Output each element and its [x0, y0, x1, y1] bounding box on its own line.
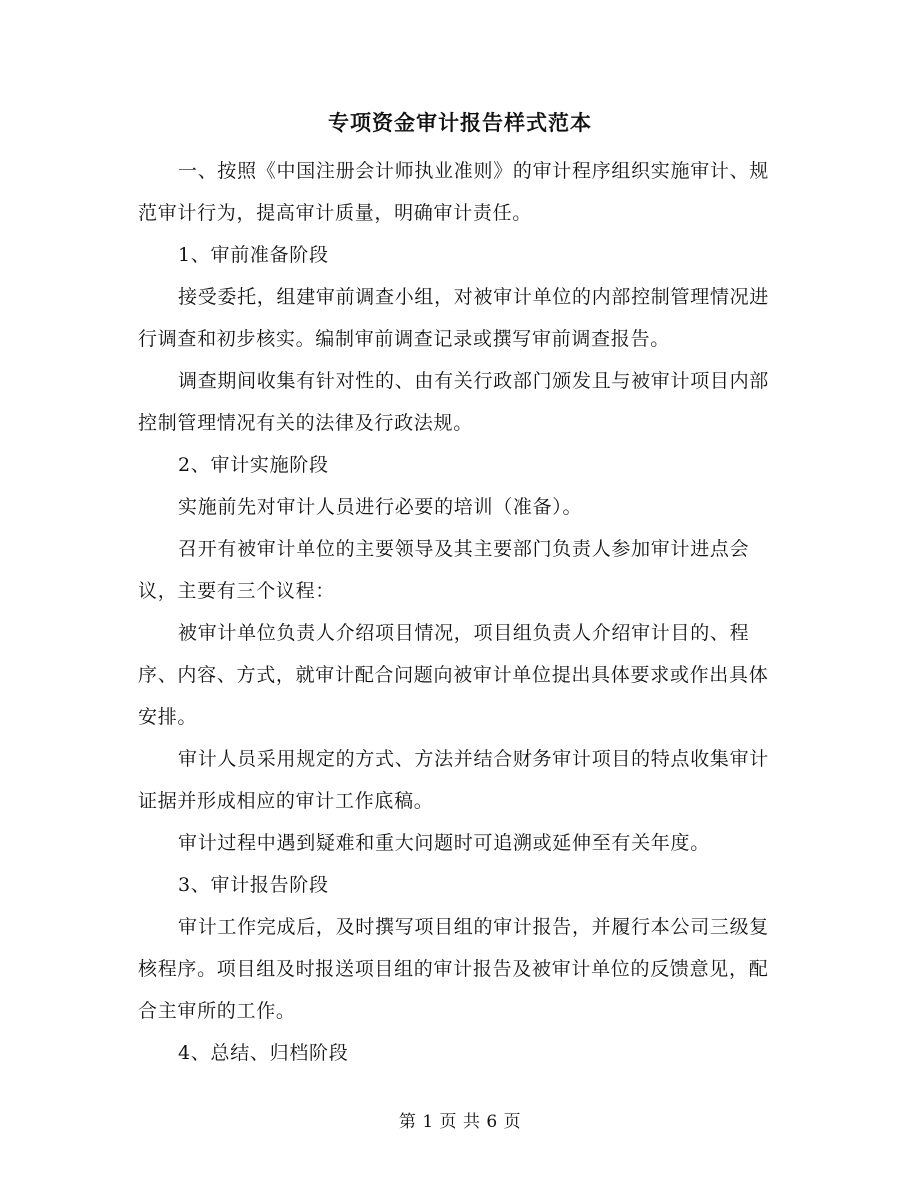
page-number-footer: 第 1 页 共 6 页 — [398, 1112, 522, 1132]
document-title: 专项资金审计报告样式范本 — [328, 110, 592, 135]
heading-preparation-stage: 1、审前准备阶段 — [178, 244, 329, 266]
paragraph-issues: 审计过程中遇到疑难和重大问题时可追溯或延伸至有关年度。 — [178, 832, 710, 854]
paragraph-investigation: 调查期间收集有针对性的、由有关行政部门颁发且与被审计项目内部控制管理情况有关的法律及行政法规。 — [138, 370, 770, 434]
paragraph-training: 实施前先对审计人员进行必要的培训（准备）。 — [178, 496, 583, 518]
paragraph-report: 审计工作完成后，及时撰写项目组的审计报告，并履行本公司三级复核程序。项目组及时报送项目组的审计报告及被审计单位的反馈意见，配合主审所的工作。 — [138, 916, 770, 1022]
paragraph-introductions: 被审计单位负责人介绍项目情况，项目组负责人介绍审计目的、程序、内容、方式，就审计配合问题向被审计单位提出具体要求或作出具体安排。 — [138, 622, 769, 728]
paragraph-entry-meeting: 召开有被审计单位的主要领导及其主要部门负责人参加审计进点会议，主要有三个议程： — [138, 538, 750, 602]
paragraph-evidence: 审计人员采用规定的方式、方法并结合财务审计项目的特点收集审计证据并形成相应的审计工作底稿。 — [138, 748, 770, 812]
heading-implementation-stage: 2、审计实施阶段 — [178, 454, 329, 476]
paragraph-intro: 一、按照《中国注册会计师执业准则》的审计程序组织实施审计、规范审计行为，提高审计质量，明确审计责任。 — [138, 160, 770, 224]
heading-archive-stage: 4、总结、归档阶段 — [178, 1042, 349, 1064]
paragraph-commission: 接受委托，组建审前调查小组，对被审计单位的内部控制管理情况进行调查和初步核实。编制审前调查记录或撰写审前调查报告。 — [138, 286, 770, 350]
heading-report-stage: 3、审计报告阶段 — [178, 874, 329, 896]
